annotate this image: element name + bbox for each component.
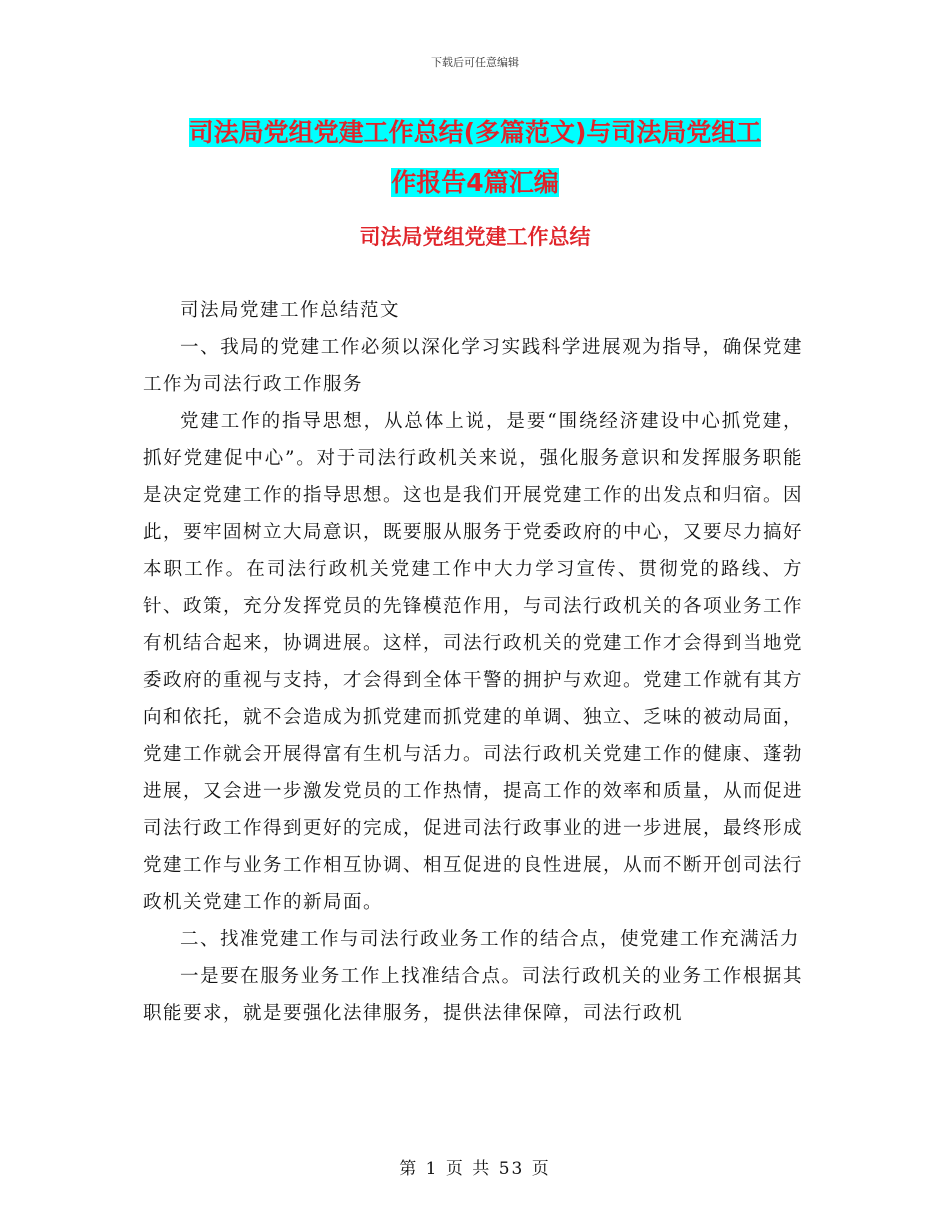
paragraph: 二、找准党建工作与司法行政业务工作的结合点，使党建工作充满活力	[180, 929, 801, 950]
title-line-1: 司法局党组党建工作总结(多篇范文)与司法局党组工	[188, 118, 762, 147]
paragraph: 党建工作的指导思想，从总体上说，是要“围绕经济建设中心抓党建，抓好党建促中心”。对于司法行政机关来说，强化服务意识和发挥服务职能是决定党建工作的指导思想。这也是我们开展党建工作的出发点和归宿。因此，要牢固树立大局意识，既要服从服务于党委政府的中心，又要尽力搞好本职工作。在司法行政机关党建工作中大力学习宣传、贯彻党的路线、方针、政策，充分发挥党员的先锋模范作用，与司法行政机关的各项业务工作有机结合起来，协调进展。这样，司法行政机关的党建工作才会得到当地党委政府的重视与支持，才会得到全体干警的拥护与欢迎。党建工作就有其方向和依托，就不会造成为抓党建而抓党建的单调、独立、乏味的被动局面，党建工作就会开展得富有生机与活力。司法行政机关党建工作的健康、蓬勃进展，又会进一步激发党员的工作热情，提高工作的效率和质量，从而促进司法行政工作得到更好的完成，促进司法行政事业的进一步进展，最终形成党建工作与业务工作相互协调、相互促进的良性进展，从而不断开创司法行政机关党建工作的新局面。	[143, 411, 804, 913]
paragraph: 一是要在服务业务工作上找准结合点。司法行政机关的业务工作根据其职能要求，就是要强化法律服务，提供法律保障，司法行政机	[143, 966, 803, 1024]
page-header-note: 下载后可任意编辑	[431, 56, 519, 69]
document-title	[0, 108, 950, 208]
paragraph-heading: 司法局党建工作总结范文	[180, 300, 401, 321]
section-title: 司法局党组党建工作总结	[359, 225, 591, 249]
title-line-2: 作报告4篇汇编	[391, 168, 559, 197]
document-body	[143, 292, 803, 1032]
paragraph: 一、我局的党建工作必须以深化学习实践科学进展观为指导，确保党建工作为司法行政工作服务	[143, 337, 803, 395]
page-number: 第 1 页 共 53 页	[399, 1159, 551, 1179]
